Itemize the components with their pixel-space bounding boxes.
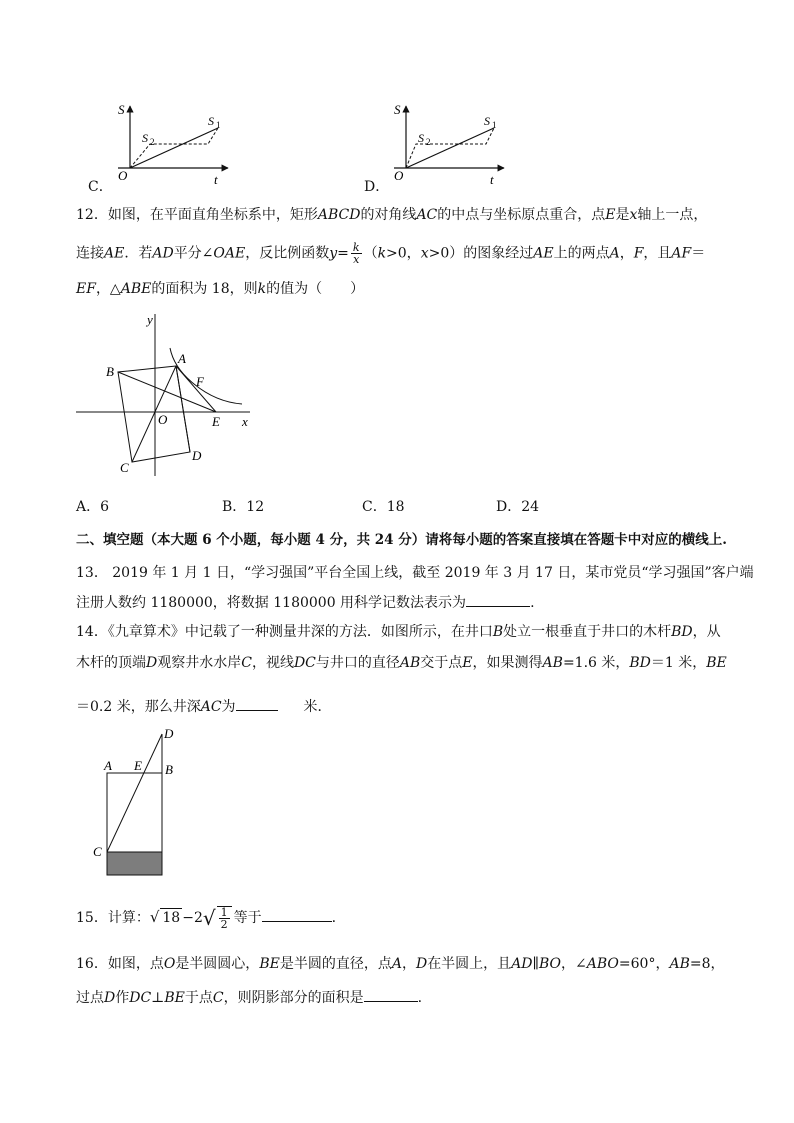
s1-label: S (484, 114, 490, 128)
q13-line-1: 13． 2019 年 1 月 1 日，“学习强国”平台全国上线，截至 2019 年 3 月 17 日，某市党员“学习强国”客户端 (76, 565, 754, 581)
axis-t-label: t (214, 172, 218, 187)
fig-point-c: C (120, 460, 129, 475)
q15-line: 15．计算：√ 18 −2√ $\frac{1}{2}$ 等于 . (76, 906, 337, 931)
q15-answer-blank[interactable] (262, 907, 332, 922)
s1-sub: 1 (492, 120, 497, 130)
fig-point-a: A (104, 758, 112, 773)
q11-d-label: D． (364, 179, 390, 195)
axis-s-label: S (394, 102, 401, 117)
q13-answer-blank[interactable] (466, 592, 530, 607)
q16-line-2: 过点D作DC⊥BE于点C，则阴影部分的面积是 . (76, 987, 422, 1007)
q14-line-3: ＝0.2 米，那么井深AC为 米． (76, 696, 332, 716)
fig-point-o: O (158, 412, 168, 427)
origin-label: O (118, 168, 128, 183)
q12-line-2: 连接AE．若AD平分∠OAE，反比例函数y= $\frac{k}{x}$ （k>0，x>0）的图象经过AE上的两点A，F，且AF＝ (76, 241, 706, 266)
q12-line-3: EF，△ABE的面积为 18，则k的值为（ ） (76, 281, 365, 297)
q14-answer-blank[interactable] (236, 696, 278, 711)
sqrt-18: 18 (162, 910, 181, 926)
q13-line-2: 注册人数约 1180000，将数据 1180000 用科学记数法表示为 . (76, 592, 535, 612)
fig-point-a: A (178, 351, 186, 366)
q12-line-1: 12．如图，在平面直角坐标系中，矩形ABCD的对角线AC的中点与坐标原点重合，点E是x轴上一点， (76, 207, 708, 223)
q16-answer-blank[interactable] (364, 987, 418, 1002)
fig-y-label: y (147, 312, 153, 327)
q11-c-label: C． (88, 179, 113, 195)
fig-point-f: F (196, 374, 204, 389)
s1-label: S (208, 114, 214, 128)
s1-sub: 1 (216, 120, 221, 130)
fig-point-e: E (212, 414, 220, 429)
s2-label: S (142, 131, 148, 145)
s2-label: S (418, 131, 424, 145)
s2-sub: 2 (426, 137, 431, 147)
axis-s-label: S (118, 102, 125, 117)
fig-x-label: x (242, 414, 248, 429)
q12-option-d[interactable]: D．24 (496, 499, 540, 515)
fig-point-b: B (106, 364, 114, 379)
fraction-k-over-x: $\frac{k}{x}$ (352, 241, 360, 266)
s2-sub: 2 (150, 137, 155, 147)
axis-t-label: t (490, 172, 494, 187)
origin-label: O (394, 168, 404, 183)
q12-figure (70, 306, 270, 480)
fig-point-e: E (134, 758, 142, 773)
fig-point-d: D (192, 448, 202, 463)
q12-option-a[interactable]: A．6 (76, 499, 110, 515)
q14-figure (88, 724, 188, 880)
fig-point-d: D (164, 726, 174, 741)
q12-option-c[interactable]: C．18 (362, 499, 405, 515)
q14-line-2: 木杆的顶端D观察井水水岸C，视线DC与井口的直径AB交于点E，如果测得AB=1.6 米，BD＝1 米，BE (76, 655, 727, 671)
section-2-heading: 二、填空题（本大题 6 个小题，每小题 4 分，共 24 分）请将每小题的答案直接填在答题卡中对应的横线上. (76, 532, 727, 548)
q14-line-1: 14．《九章算术》中记载了一种测量井深的方法．如图所示，在井口B处立一根垂直于井口的木杆BD，从 (76, 624, 721, 640)
fig-point-c: C (93, 844, 102, 859)
q16-line-1: 16．如图，点O是半圆圆心，BE是半圆的直径，点A，D在半圆上，且AD∥BO，∠ABO=60°，AB=8， (76, 956, 725, 972)
fig-point-b: B (165, 762, 173, 777)
sqrt-half: $\frac{1}{2}$ (217, 906, 232, 930)
q12-option-b[interactable]: B．12 (222, 499, 265, 515)
